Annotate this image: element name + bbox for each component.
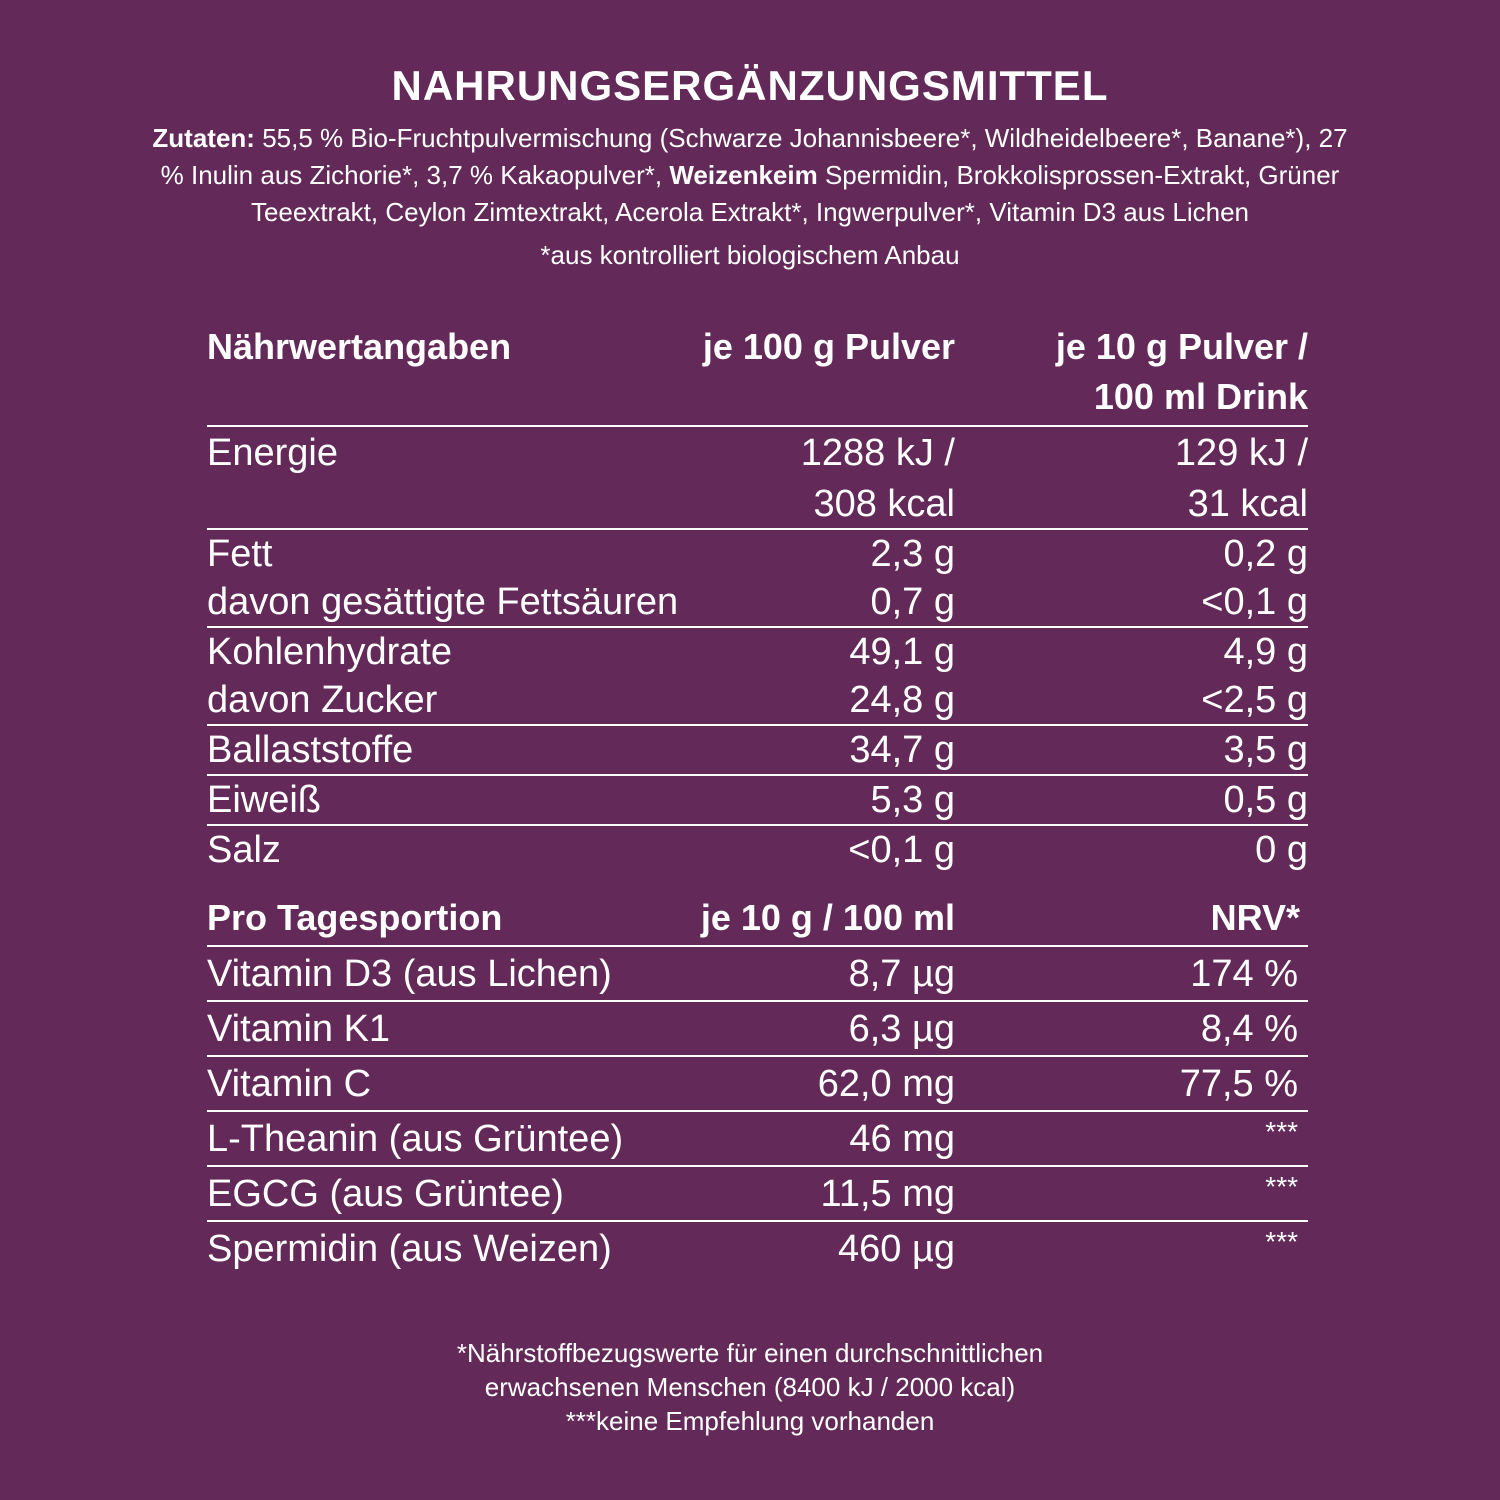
nutrient-per10: 0,5 g xyxy=(955,775,1308,825)
nutrition-table xyxy=(207,322,1308,874)
micronutrient-name: Vitamin D3 (aus Lichen) xyxy=(207,946,687,1001)
table-row xyxy=(207,1221,1308,1275)
footnote-no-recommendation: ***keine Empfehlung vorhanden xyxy=(565,1406,935,1436)
nutrient-name: Fett xyxy=(207,533,273,575)
table-row xyxy=(207,426,1308,480)
micronutrient-amount: 11,5 mg xyxy=(687,1166,955,1221)
micronutrient-amount: 460 µg xyxy=(838,1228,955,1270)
organic-note: *aus kontrolliert biologischem Anbau xyxy=(540,240,960,270)
micronutrient-name: L-Theanin (aus Grüntee) xyxy=(207,1111,687,1166)
nutrient-name: Eiweiß xyxy=(207,775,687,825)
header-per-10g-100ml: je 10 g / 100 ml xyxy=(687,893,955,946)
daily-portion-table xyxy=(207,893,1308,1275)
table-row xyxy=(207,725,1308,775)
footnote-nrv-line2: erwachsenen Menschen (8400 kJ / 2000 kcal) xyxy=(484,1372,1016,1402)
ingredients-label: Zutaten: xyxy=(152,123,255,153)
table-row xyxy=(207,1111,1308,1166)
header-per-10g-line1: je 10 g Pulver / xyxy=(1055,326,1308,367)
nutrient-per100: 308 kcal xyxy=(687,480,955,529)
nutrient-per100: 2,3 g xyxy=(870,533,955,575)
nutrient-per10: 3,5 g xyxy=(955,725,1308,775)
nutrient-name: Energie xyxy=(207,432,338,474)
ingredients-part-1: 55,5 % Bio-Fruchtpulvermischung (Schwarze Johannisbeere*, Wildheidelbeere*, Banane*), 27 % Inulin aus Zichorie*, 3,7 % Kakaopulver*, xyxy=(160,123,1348,190)
nutrient-name xyxy=(207,480,687,529)
footnotes xyxy=(0,1336,1500,1438)
nutrient-per10: <0,1 g xyxy=(955,578,1308,627)
table-row xyxy=(207,676,1308,725)
page-title: NAHRUNGSERGÄNZUNGSMITTEL xyxy=(391,62,1109,109)
table-row xyxy=(207,1001,1308,1056)
nutrient-per10: 31 kcal xyxy=(955,480,1308,529)
micronutrient-amount: 6,3 µg xyxy=(687,1001,955,1056)
micronutrient-amount: 46 mg xyxy=(687,1111,955,1166)
micronutrient-nrv: *** xyxy=(955,1111,1308,1166)
micronutrient-nrv: 174 % xyxy=(955,946,1308,1001)
table-row xyxy=(207,480,1308,529)
nutrient-name: Kohlenhydrate xyxy=(207,631,453,673)
micronutrient-amount: 62,0 mg xyxy=(687,1056,955,1111)
nutrient-per10: 129 kJ / xyxy=(1174,432,1308,474)
nutrient-per100: 1288 kJ / xyxy=(800,432,955,474)
nutrient-per100: <0,1 g xyxy=(848,829,955,871)
header-nutrition-label: Nährwertangaben xyxy=(207,322,687,426)
header-per-10g xyxy=(955,322,1308,426)
nutrient-name: Ballaststoffe xyxy=(207,725,687,775)
micronutrient-name: Vitamin C xyxy=(207,1056,687,1111)
nutrient-per100: 0,7 g xyxy=(687,578,955,627)
table-row xyxy=(207,946,1308,1001)
micronutrient-name: EGCG (aus Grüntee) xyxy=(207,1166,687,1221)
table-row xyxy=(207,627,1308,676)
nutrient-per100: 5,3 g xyxy=(687,775,955,825)
header-daily-portion: Pro Tagesportion xyxy=(207,893,687,946)
nutrient-per10: 0,2 g xyxy=(1223,533,1308,575)
nutrient-name: davon Zucker xyxy=(207,676,687,725)
table-row xyxy=(207,1056,1308,1111)
table-row xyxy=(207,529,1308,578)
table-row xyxy=(207,578,1308,627)
table-row xyxy=(207,825,1308,874)
daily-header-row xyxy=(207,893,1308,946)
micronutrient-amount: 8,7 µg xyxy=(687,946,955,1001)
nutrient-per100: 49,1 g xyxy=(849,631,955,673)
micronutrient-name: Vitamin K1 xyxy=(207,1001,687,1056)
header-nrv: NRV* xyxy=(955,893,1308,946)
nutrient-per100: 24,8 g xyxy=(687,676,955,725)
ingredients-bold-weizenkeim: Weizenkeim xyxy=(669,160,818,190)
nutrient-name: Salz xyxy=(207,829,281,871)
header-per-10g-line2: 100 ml Drink xyxy=(1093,376,1308,417)
micronutrient-name: Spermidin (aus Weizen) xyxy=(207,1228,612,1270)
micronutrient-nrv: *** xyxy=(1265,1226,1298,1257)
header-per-100g: je 100 g Pulver xyxy=(687,322,955,426)
ingredients-part-2: Spermidin, Brokkolisprossen-Extrakt, Grüner Teeextrakt, Ceylon Zimtextrakt, Acerola Extrakt*, Ingwerpulver*, Vitamin D3 aus Lichen xyxy=(250,160,1340,227)
nutrient-per100: 34,7 g xyxy=(687,725,955,775)
micronutrient-nrv: 8,4 % xyxy=(955,1001,1308,1056)
table-row xyxy=(207,775,1308,825)
nutrient-name: davon gesättigte Fettsäuren xyxy=(207,578,687,627)
micronutrient-nrv: *** xyxy=(955,1166,1308,1221)
footnote-nrv-line1: *Nährstoffbezugswerte für einen durchschnittlichen xyxy=(456,1338,1044,1368)
ingredients-text xyxy=(150,120,1350,231)
nutrient-per10: 0 g xyxy=(1255,829,1308,871)
table-row xyxy=(207,1166,1308,1221)
nutrient-per10: 4,9 g xyxy=(1223,631,1308,673)
nutrition-header-row xyxy=(207,322,1308,426)
micronutrient-nrv: 77,5 % xyxy=(955,1056,1308,1111)
nutrient-per10: <2,5 g xyxy=(955,676,1308,725)
